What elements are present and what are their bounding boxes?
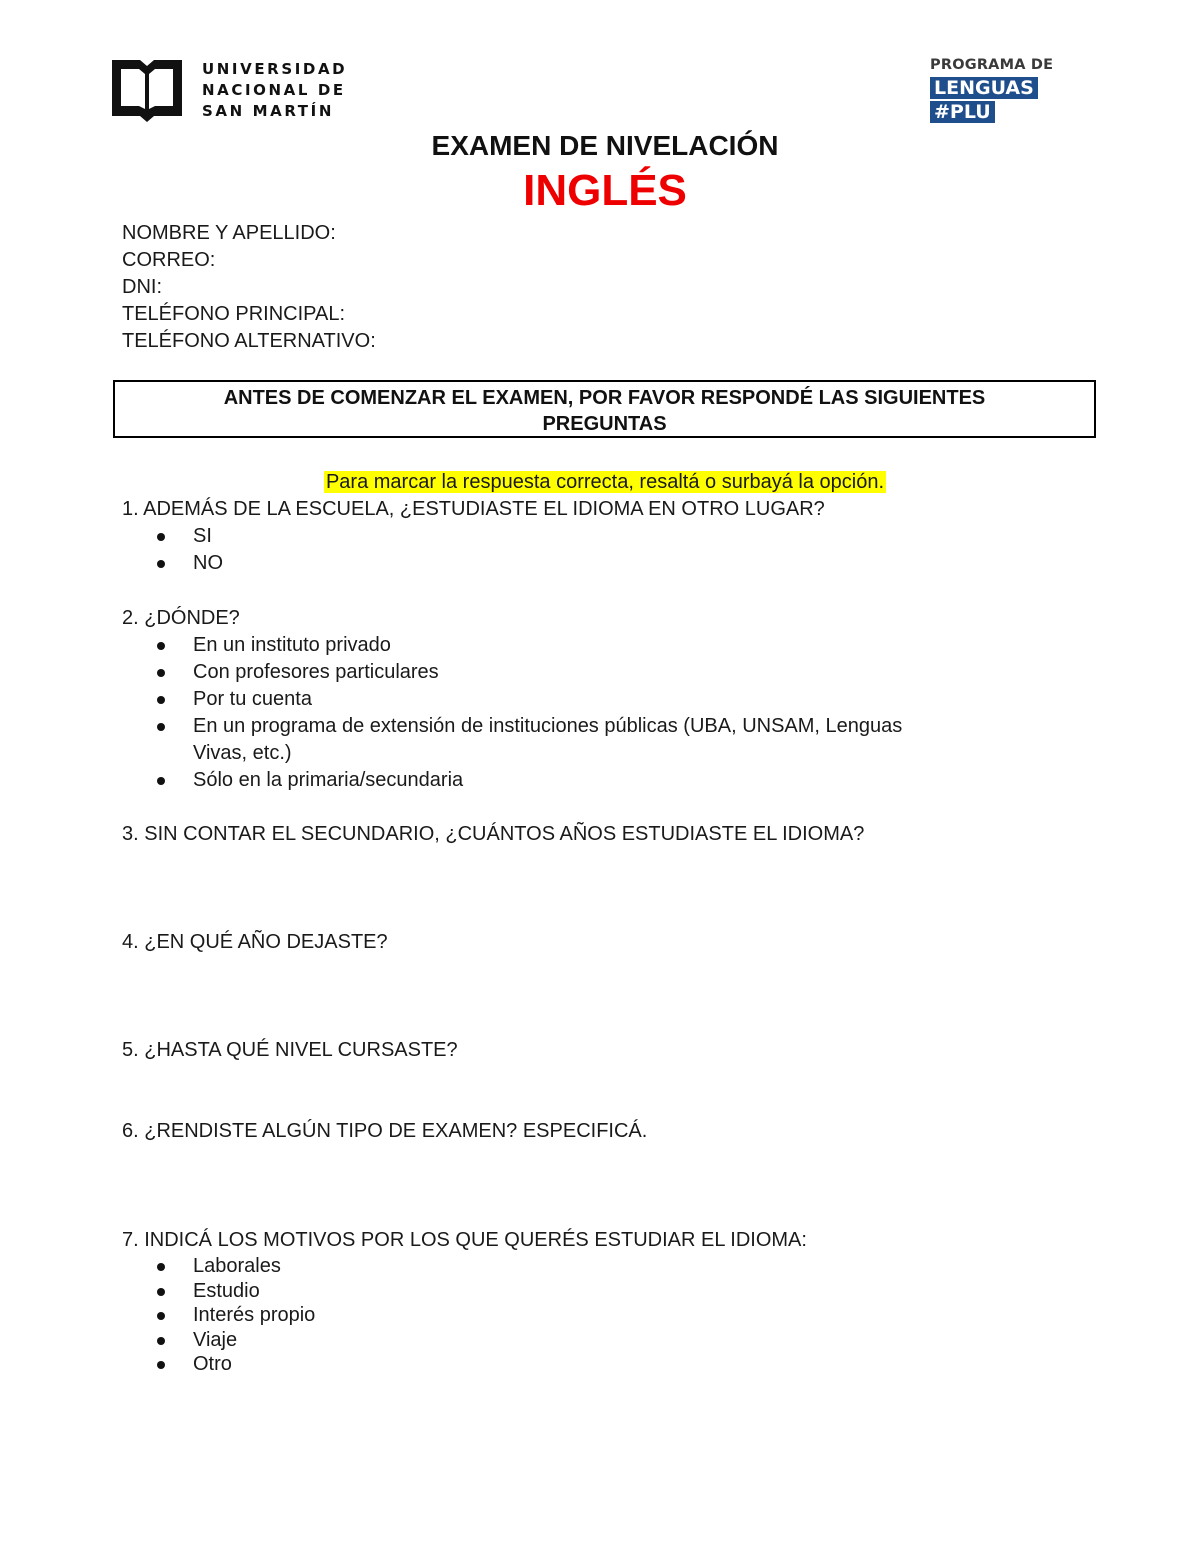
unsam-logo — [112, 60, 348, 122]
option-otro[interactable]: Otro — [152, 1352, 315, 1377]
question-2: 2. ¿DÓNDE? — [122, 607, 240, 629]
question-1-options — [152, 523, 223, 577]
option-por-tu-cuenta[interactable]: Por tu cuenta — [152, 686, 902, 713]
open-book-icon — [112, 60, 182, 122]
question-7-options — [152, 1254, 315, 1377]
plu-logo — [930, 55, 1065, 130]
question-2-options — [152, 632, 902, 794]
field-dni[interactable]: DNI: — [122, 276, 162, 298]
notice-box — [113, 380, 1096, 438]
question-6: 6. ¿RENDISTE ALGÚN TIPO DE EXAMEN? ESPECIFICÁ. — [122, 1120, 648, 1142]
option-si[interactable]: SI — [152, 523, 223, 550]
option-primaria-secundaria[interactable]: Sólo en la primaria/secundaria — [152, 767, 902, 794]
question-1: 1. ADEMÁS DE LA ESCUELA, ¿ESTUDIASTE EL IDIOMA EN OTRO LUGAR? — [122, 498, 825, 520]
option-programa-extension-line-2: Vivas, etc.) — [193, 742, 292, 764]
notice-line-2: PREGUNTAS — [542, 413, 667, 435]
option-programa-extension[interactable] — [152, 713, 902, 767]
unsam-line-3: SAN MARTÍN — [202, 102, 334, 120]
unsam-line-1: UNIVERSIDAD — [202, 60, 348, 78]
page-subtitle: INGLÉS — [523, 166, 687, 215]
option-programa-extension-line-1: En un programa de extensión de instituciones públicas (UBA, UNSAM, Lenguas — [193, 715, 903, 737]
question-3: 3. SIN CONTAR EL SECUNDARIO, ¿CUÁNTOS AÑOS ESTUDIASTE EL IDIOMA? — [122, 823, 865, 845]
option-interes-propio[interactable]: Interés propio — [152, 1303, 315, 1328]
option-laborales[interactable]: Laborales — [152, 1254, 315, 1279]
field-email[interactable]: CORREO: — [122, 249, 216, 271]
option-profesores-particulares[interactable]: Con profesores particulares — [152, 659, 902, 686]
personal-data-fields — [122, 220, 376, 355]
plu-logo-line-3: #PLU — [930, 101, 995, 123]
unsam-logo-text — [202, 59, 347, 122]
question-7: 7. INDICÁ LOS MOTIVOS POR LOS QUE QUERÉS ESTUDIAR EL IDIOMA: — [122, 1229, 807, 1251]
instruction-highlight: Para marcar la respuesta correcta, resaltá o surbayá la opción. — [325, 471, 885, 493]
option-viaje[interactable]: Viaje — [152, 1328, 315, 1353]
option-estudio[interactable]: Estudio — [152, 1279, 315, 1304]
instruction — [0, 469, 1200, 496]
question-4: 4. ¿EN QUÉ AÑO DEJASTE? — [122, 931, 388, 953]
option-instituto-privado[interactable]: En un instituto privado — [152, 632, 902, 659]
page-title: EXAMEN DE NIVELACIÓN — [431, 130, 779, 161]
field-main-phone[interactable]: TELÉFONO PRINCIPAL: — [122, 303, 346, 325]
unsam-line-2: NACIONAL DE — [202, 81, 346, 99]
field-name[interactable]: NOMBRE Y APELLIDO: — [122, 222, 336, 244]
notice-line-1: ANTES DE COMENZAR EL EXAMEN, POR FAVOR RESPONDÉ LAS SIGUIENTES — [223, 387, 986, 409]
plu-logo-line-2: LENGUAS — [930, 77, 1038, 99]
question-5: 5. ¿HASTA QUÉ NIVEL CURSASTE? — [122, 1039, 458, 1061]
option-no[interactable]: NO — [152, 550, 223, 577]
plu-logo-line-1: PROGRAMA DE — [930, 57, 1054, 73]
field-alt-phone[interactable]: TELÉFONO ALTERNATIVO: — [122, 330, 376, 352]
